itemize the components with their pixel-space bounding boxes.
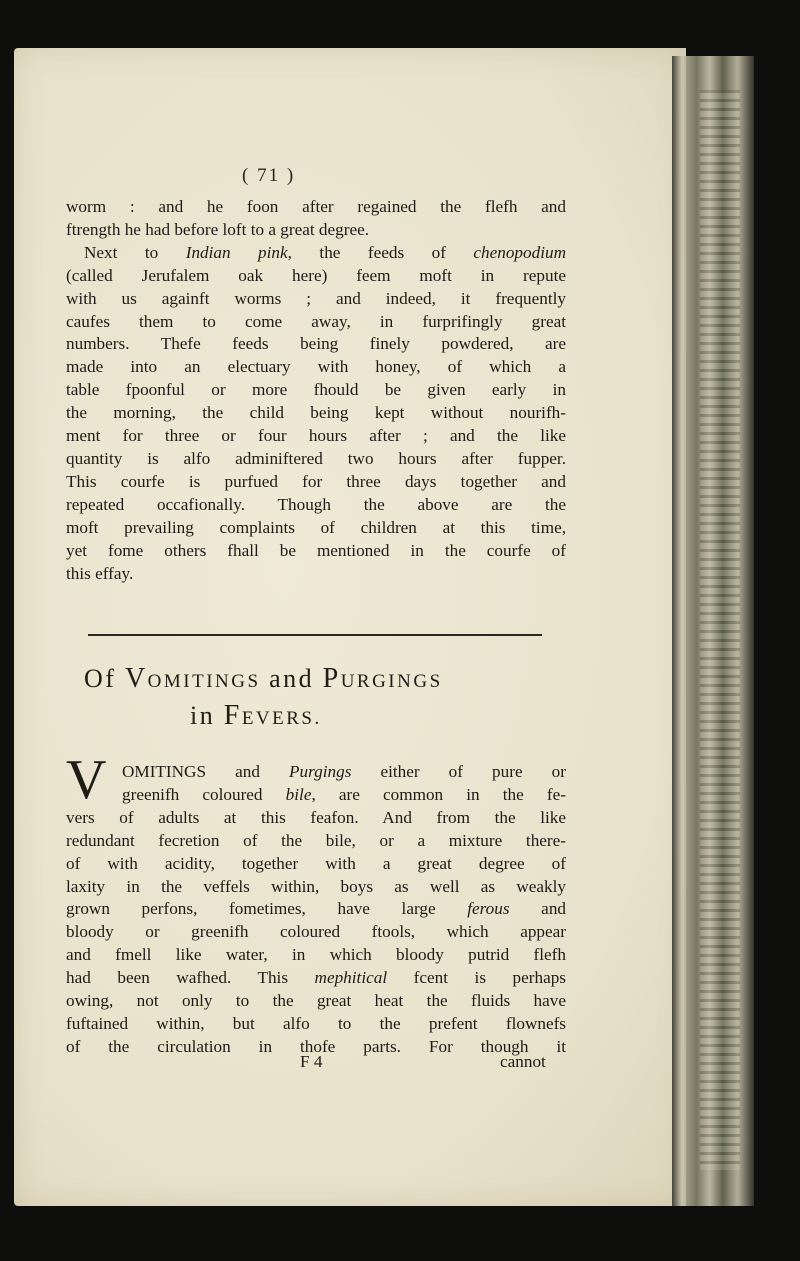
heading-word: and [269,664,315,693]
text-line: Next to Indian pink, the feeds of chenopodium [84,242,566,262]
text-line: with us againft worms ; and indeed, it frequently [66,288,566,308]
body-paragraph-1 [66,196,566,585]
text-line: grown perfons, fometimes, have large ferous and [66,899,567,919]
section-heading-line-2 [190,700,322,732]
text-line: of with acidity, together with a great degree of [66,853,566,873]
page-edges-texture [700,90,740,1170]
text-line: bloody or greenifh coloured ftools, which appear [66,922,566,942]
text-line: had been wafhed. This mephitical fcent is perhaps [66,968,566,988]
text-line: worm : and he foon after regained the flefh and [66,197,566,216]
text-line: of the circulation in thofe parts. For though it [66,1036,566,1056]
heading-word: VOMITINGS [124,663,261,694]
text-line: this effay. [66,563,134,583]
body-paragraph-2 [66,761,566,1059]
text-line: yet fome others fhall be mentioned in the courfe of [66,540,566,560]
text-line: quantity is alfo adminiftered two hours after fupper. [66,448,566,468]
drop-cap-letter: V [66,749,107,811]
section-heading-line-1 [84,663,554,695]
heading-word: Of [84,664,117,693]
heading-word: FEVERS. [223,700,322,731]
section-divider [88,634,542,636]
text-line: repeated occafionally. Though the above are the [66,494,566,514]
heading-word: in [190,701,216,730]
text-line: greenifh coloured bile, are common in the fe- [122,784,566,804]
text-line: and fmell like water, in which bloody putrid flefh [66,945,566,965]
text-line: owing, not only to the great heat the fluids have [66,991,566,1011]
text-line: This courfe is purfued for three days together and [66,471,566,491]
catchword: cannot [500,1052,546,1071]
text-line: the morning, the child being kept without nourifh- [66,403,566,423]
text-line: laxity in the veffels within, boys as well as weakly [66,876,566,896]
text-line: ftrength he had before loft to a great degree. [66,219,370,239]
text-line: OMITINGS and Purgings either of pure or [122,762,566,781]
signature-mark: F 4 [300,1052,323,1071]
heading-word: PURGINGS [322,663,443,694]
page-number: ( 71 ) [242,165,296,186]
text-line: ment for three or four hours after ; and the like [66,426,566,446]
text-line: made into an electuary with honey, of which a [66,357,566,377]
text-line: redundant fecretion of the bile, or a mixture there- [66,830,566,850]
text-line: table fpoonful or more fhould be given early in [66,380,566,400]
text-line: (called Jerufalem oak here) feem moft in repute [66,265,566,285]
text-line: fuftained within, but alfo to the prefent flownefs [66,1013,566,1033]
text-line: numbers. Thefe feeds being finely powdered, are [66,334,566,354]
text-line: caufes them to come away, in furprifingly great [66,311,566,331]
text-line: vers of adults at this feafon. And from the like [66,807,566,827]
text-line: moft prevailing complaints of children at this time, [66,517,566,537]
